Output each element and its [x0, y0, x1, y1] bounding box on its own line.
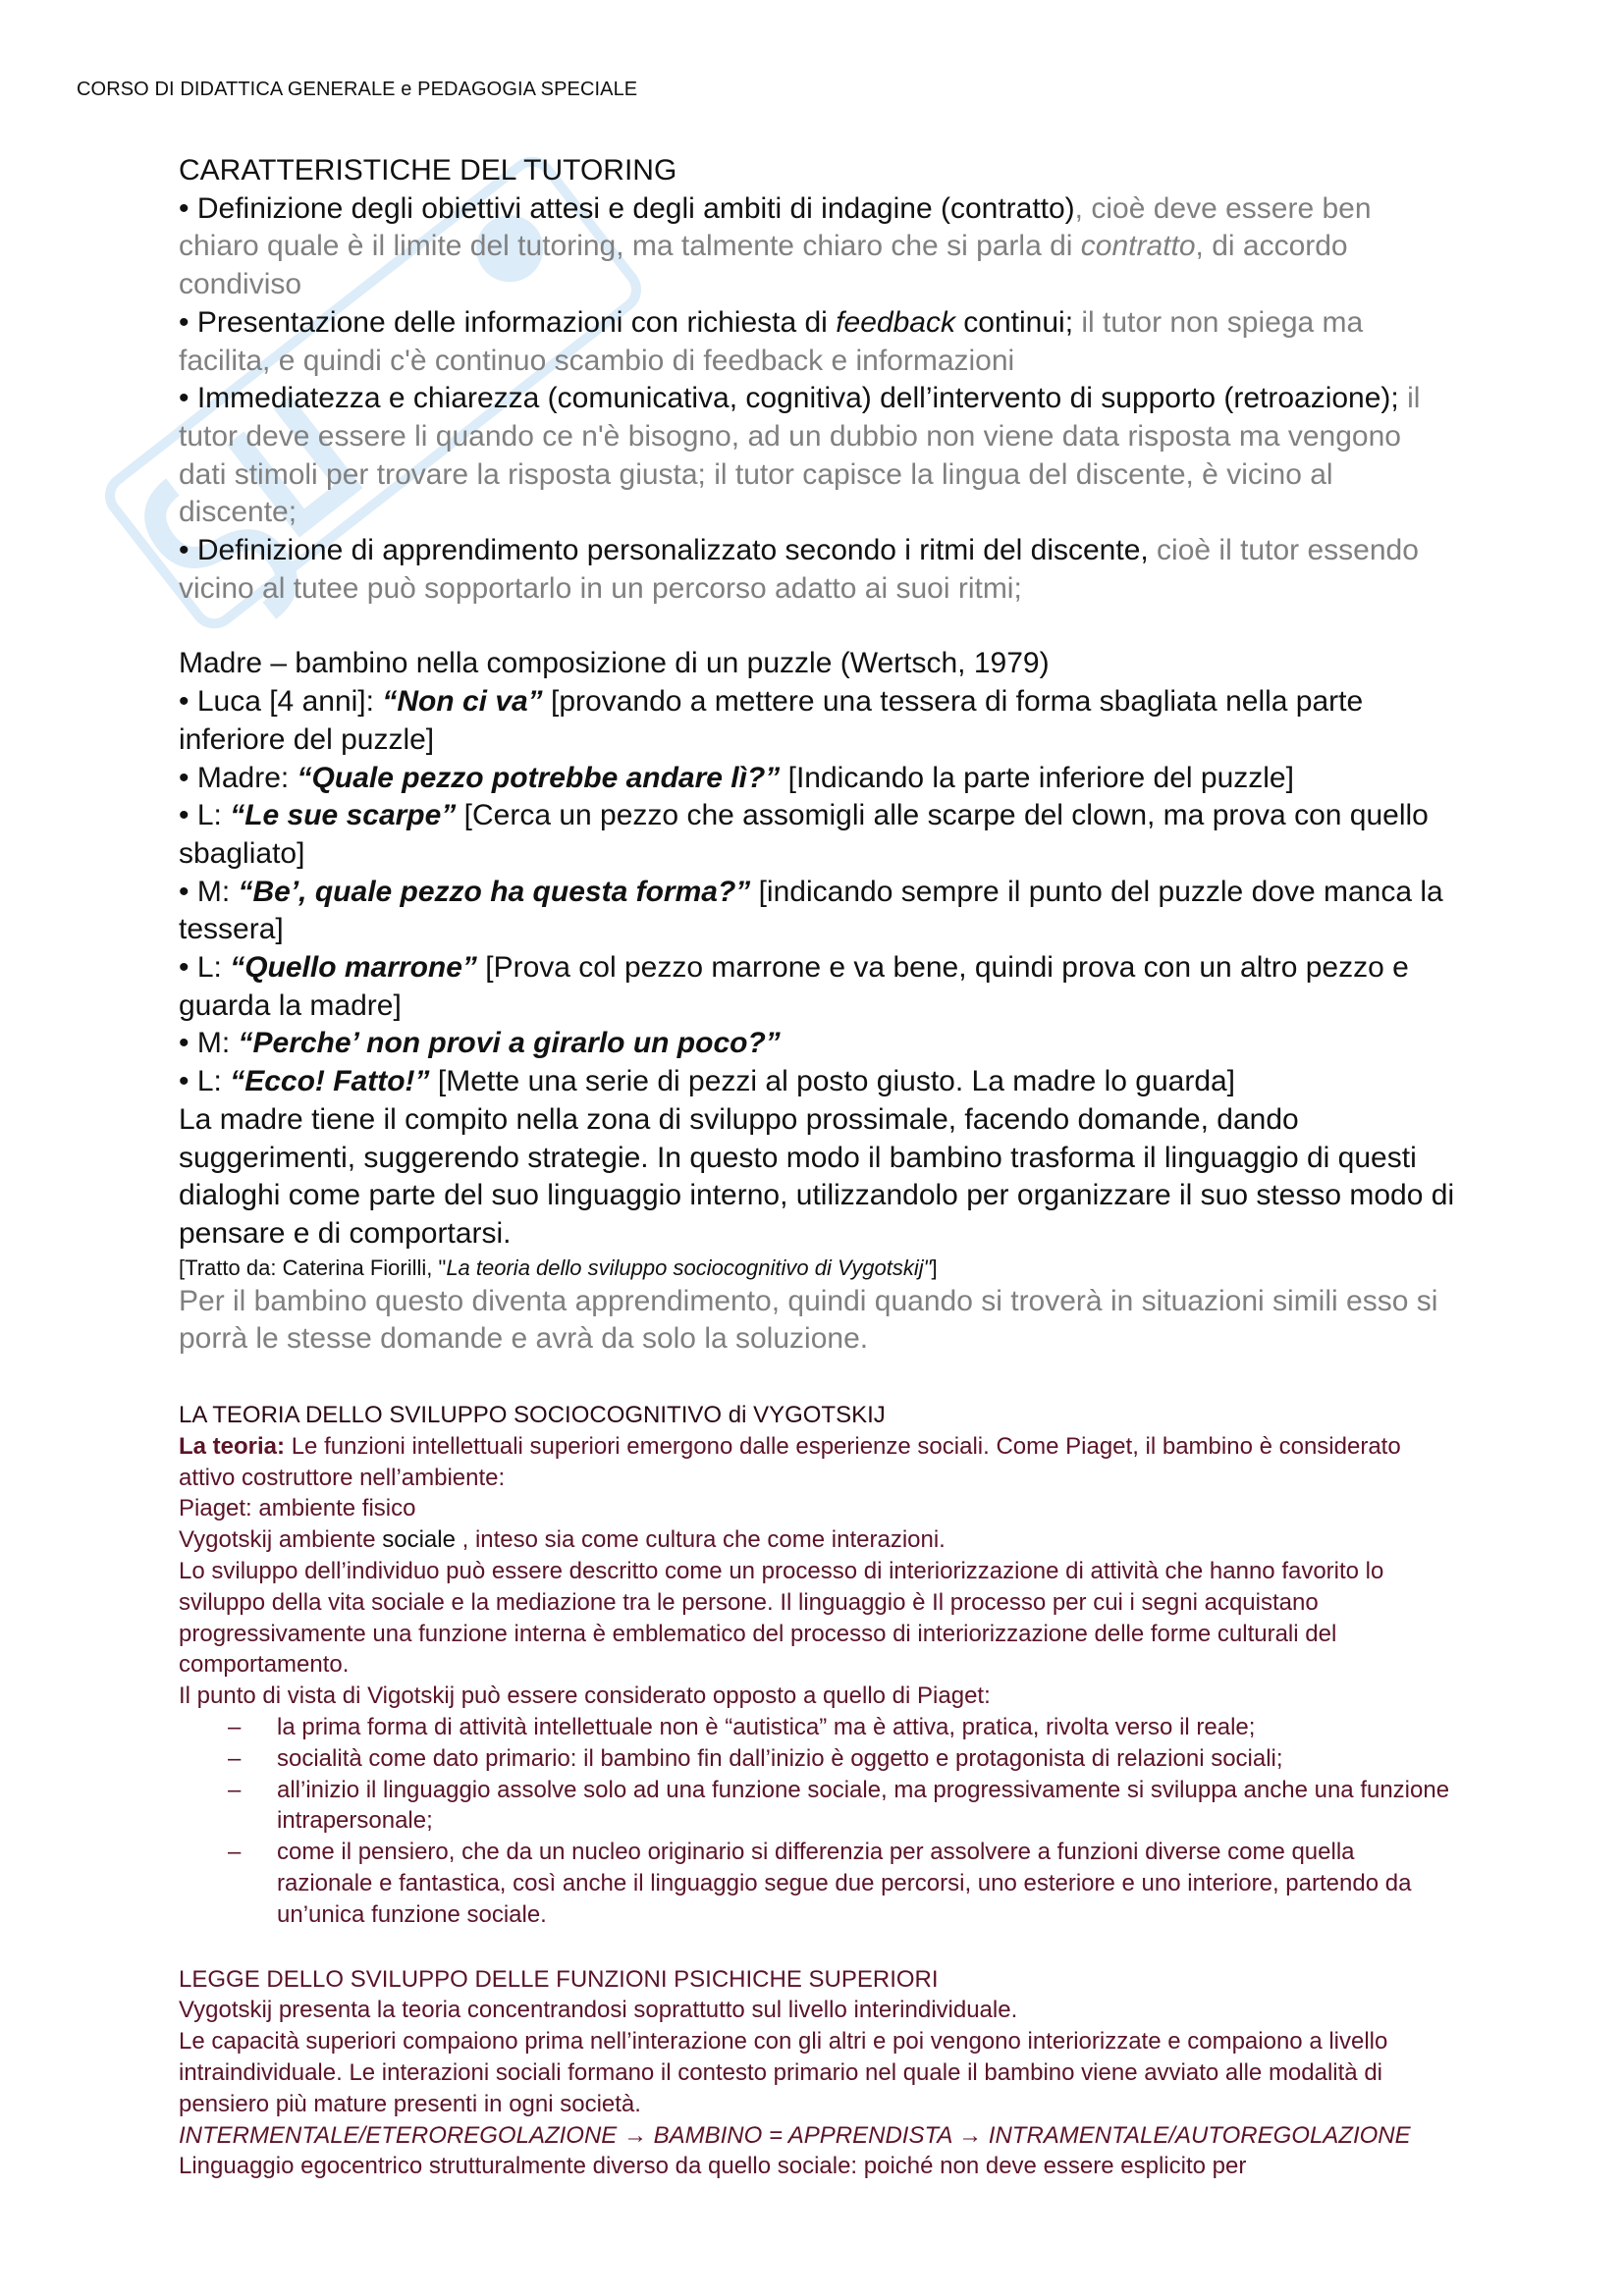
- dash-marker: –: [228, 1714, 242, 1741]
- vygotskij-line: [179, 1524, 1455, 1556]
- list-item-text: come il pensiero, che da un nucleo originario si differenzia per assolvere a funzioni diverse come quella razionale e fantastica, così anche il linguaggio segue due percorsi, uno esteriore e uno interiore, partendo da un’unica funzione sociale.: [277, 1839, 1412, 1928]
- tutoring-bullet-2: [179, 304, 1455, 380]
- speaker: • M:: [179, 875, 239, 908]
- list-item-text: socialità come dato primario: il bambino fin dall’inizio è oggetto e protagonista di relazioni sociali;: [277, 1744, 1283, 1772]
- law-p3: Linguaggio egocentrico strutturalmente diverso da quello sociale: poiché non deve essere esplicito per: [179, 2153, 1247, 2180]
- law-section: [179, 1964, 1455, 2183]
- list-item-text: all’inizio il linguaggio assolve solo ad una funzione sociale, ma progressivamente si sviluppa anche una funzione intrapersonale;: [277, 1776, 1450, 1835]
- stage-direction: [Indicando la parte inferiore del puzzle]: [780, 761, 1294, 794]
- speaker: • L:: [179, 1065, 231, 1098]
- dialogue-line: [179, 1025, 1455, 1063]
- stage-direction: [Prova col pezzo marrone e va bene, quindi prova con un altro pezzo e guarda la madre]: [179, 951, 1409, 1022]
- bullet-note: il tutor deve essere li quando ce n'è bisogno, ad un dubbio non viene data risposta ma vengono dati stimoli per trovare la risposta giusta; il tutor capisce la lingua del discente, è vicino al discente;: [179, 382, 1421, 529]
- law-p1: Vygotskij presenta la teoria concentrandosi soprattutto sul livello interindividuale.: [179, 1997, 1018, 2024]
- vygotskij-text: Vygotskij ambiente: [179, 1526, 383, 1554]
- speaker: • L:: [179, 799, 231, 832]
- citation-end: ]: [931, 1255, 938, 1280]
- bullet-main: • Definizione degli obiettivi attesi e degli ambiti di indagine (contratto): [179, 191, 1075, 225]
- citation-title: La teoria dello sviluppo sociocognitivo di Vygotskij": [446, 1255, 932, 1280]
- stage-direction: [Mette una serie di pezzi al posto giusto. La madre lo guarda]: [429, 1065, 1236, 1098]
- dash-marker: –: [228, 1776, 242, 1803]
- theory-section: [179, 1400, 1455, 1931]
- speaker: • Madre:: [179, 761, 298, 794]
- course-header: CORSO DI DIDATTICA GENERALE e PEDAGOGIA SPECIALE: [77, 79, 638, 100]
- tutoring-bullet-1: [179, 190, 1455, 304]
- dialogue-line: [179, 760, 1455, 798]
- tutoring-bullet-4: [179, 532, 1455, 608]
- law-p2: Le capacità superiori compaiono prima nell’interazione con gli altri e poi vengono interiorizzate e compaiono a livello intraindividuale. Le interazioni sociali formano il contesto primario nel quale il bambino viene avviato alle modalità di pensiero più mature presenti in ogni società.: [179, 2028, 1388, 2117]
- bullet-main-italic: feedback: [836, 305, 955, 339]
- bullet-note: cioè il tutor essendo vicino al tutee può sopportarlo in un percorso adatto ai suoi ritmi;: [179, 534, 1419, 605]
- theory-title: LA TEORIA DELLO SVILUPPO SOCIOCOGNITIVO di VYGOTSKIJ: [179, 1402, 886, 1429]
- opposite-view: Il punto di vista di Vigotskij può essere considerato opposto a quello di Piaget:: [179, 1682, 991, 1710]
- list-item: [179, 1837, 1455, 1930]
- citation: [179, 1254, 1455, 1283]
- stage-direction: [indicando sempre il punto del puzzle dove manca la tessera]: [179, 875, 1443, 946]
- dialogue-quote: “Le sue scarpe”: [230, 799, 457, 832]
- tutoring-section: [179, 152, 1455, 1254]
- list-item-text: la prima forma di attività intellettuale non è “autistica” ma è attiva, pratica, rivolta verso il reale;: [277, 1714, 1256, 1741]
- dialogue-line: [179, 797, 1455, 873]
- dialogue-quote: “Ecco! Fatto!”: [230, 1065, 430, 1098]
- dialogue-quote: “Quale pezzo potrebbe andare lì?”: [297, 761, 781, 794]
- speaker: • M:: [179, 1027, 239, 1060]
- bullet-note: il tutor non spiega ma facilita, e quindi c'è continuo scambio di feedback e informazioni: [179, 305, 1364, 377]
- tutoring-bullet-3: [179, 380, 1455, 532]
- page-content: [179, 152, 1455, 2182]
- bullet-note: , cioè deve essere ben chiaro quale è il limite del tutoring, ma talmente chiaro che si parla di: [179, 191, 1372, 263]
- theory-intro-text: Le funzioni intellettuali superiori emergono dalle esperienze sociali. Come Piaget, il bambino è considerato attivo costruttore nell’ambiente:: [179, 1432, 1401, 1491]
- puzzle-title: Madre – bambino nella composizione di un puzzle (Wertsch, 1979): [179, 647, 1050, 680]
- dialogue-quote: “Be’, quale pezzo ha questa forma?”: [238, 875, 751, 908]
- theory-list: [179, 1712, 1455, 1931]
- dash-marker: –: [228, 1744, 242, 1772]
- bullet-main: • Presentazione delle informazioni con richiesta di: [179, 305, 837, 339]
- dialogue-line: [179, 949, 1455, 1025]
- vygotskij-text: , inteso sia come cultura che come interazioni.: [455, 1526, 946, 1554]
- piaget-line: Piaget: ambiente fisico: [179, 1495, 416, 1522]
- theory-label: La teoria:: [179, 1432, 286, 1460]
- bullet-main: • Definizione di apprendimento personalizzato secondo i ritmi del discente,: [179, 534, 1149, 567]
- citation-text: [Tratto da: Caterina Fiorilli, ": [179, 1255, 447, 1280]
- stage-direction: [Cerca un pezzo che assomigli alle scarpe del clown, ma prova con quello sbagliato]: [179, 799, 1429, 870]
- list-item: [179, 1743, 1455, 1775]
- learning-note: Per il bambino questo diventa apprendimento, quindi quando si troverà in situazioni simili esso si porrà le stesse domande e avrà da solo la soluzione.: [179, 1284, 1438, 1356]
- dialogue-quote: “Non ci va”: [382, 685, 543, 719]
- puzzle-summary: La madre tiene il compito nella zona di sviluppo prossimale, facendo domande, dando suggerimenti, suggerendo strategie. In questo modo il bambino trasforma il linguaggio di questi dialoghi come parte del suo linguaggio interno, utilizzandolo per organizzare il suo stesso modo di pensare e di comportarsi.: [179, 1102, 1455, 1250]
- theory-intro: [179, 1431, 1455, 1494]
- law-formula: INTERMENTALE/ETEROREGOLAZIONE → BAMBINO = APPRENDISTA → INTRAMENTALE/AUTOREGOLAZIONE: [179, 2121, 1411, 2149]
- dialogue-line: [179, 683, 1455, 759]
- dash-marker: –: [228, 1839, 242, 1866]
- dialogue-line: [179, 1063, 1455, 1101]
- social-word: sociale: [382, 1526, 456, 1554]
- tutoring-title: CARATTERISTICHE DEL TUTORING: [179, 154, 677, 187]
- speaker: • Luca [4 anni]:: [179, 685, 383, 719]
- theory-paragraph: Lo sviluppo dell’individuo può essere descritto come un processo di interiorizzazione di attività che hanno favorito lo sviluppo della vita sociale e la mediazione tra le persone. Il linguaggio è Il processo per cui i segni acquistano progressivamente una funzione interna è emblematico del processo di interiorizzazione delle forme culturali del comportamento.: [179, 1558, 1384, 1679]
- bullet-note-italic: contratto: [1080, 230, 1196, 263]
- list-item: [179, 1712, 1455, 1743]
- stage-direction: [provando a mettere una tessera di forma sbagliata nella parte inferiore del puzzle]: [179, 685, 1364, 756]
- bullet-main: • Immediatezza e chiarezza (comunicativa, cognitiva) dell’intervento di supporto (retroazione);: [179, 382, 1399, 415]
- speaker: • L:: [179, 951, 231, 985]
- bullet-main: continui;: [954, 305, 1074, 339]
- list-item: [179, 1775, 1455, 1838]
- bullet-note: , di accordo condiviso: [179, 230, 1348, 301]
- law-title: LEGGE DELLO SVILUPPO DELLE FUNZIONI PSICHICHE SUPERIORI: [179, 1965, 939, 1993]
- dialogue-line: [179, 874, 1455, 949]
- dialogue-quote: “Perche’ non provi a girarlo un poco?”: [238, 1027, 781, 1060]
- dialogue-quote: “Quello marrone”: [230, 951, 477, 985]
